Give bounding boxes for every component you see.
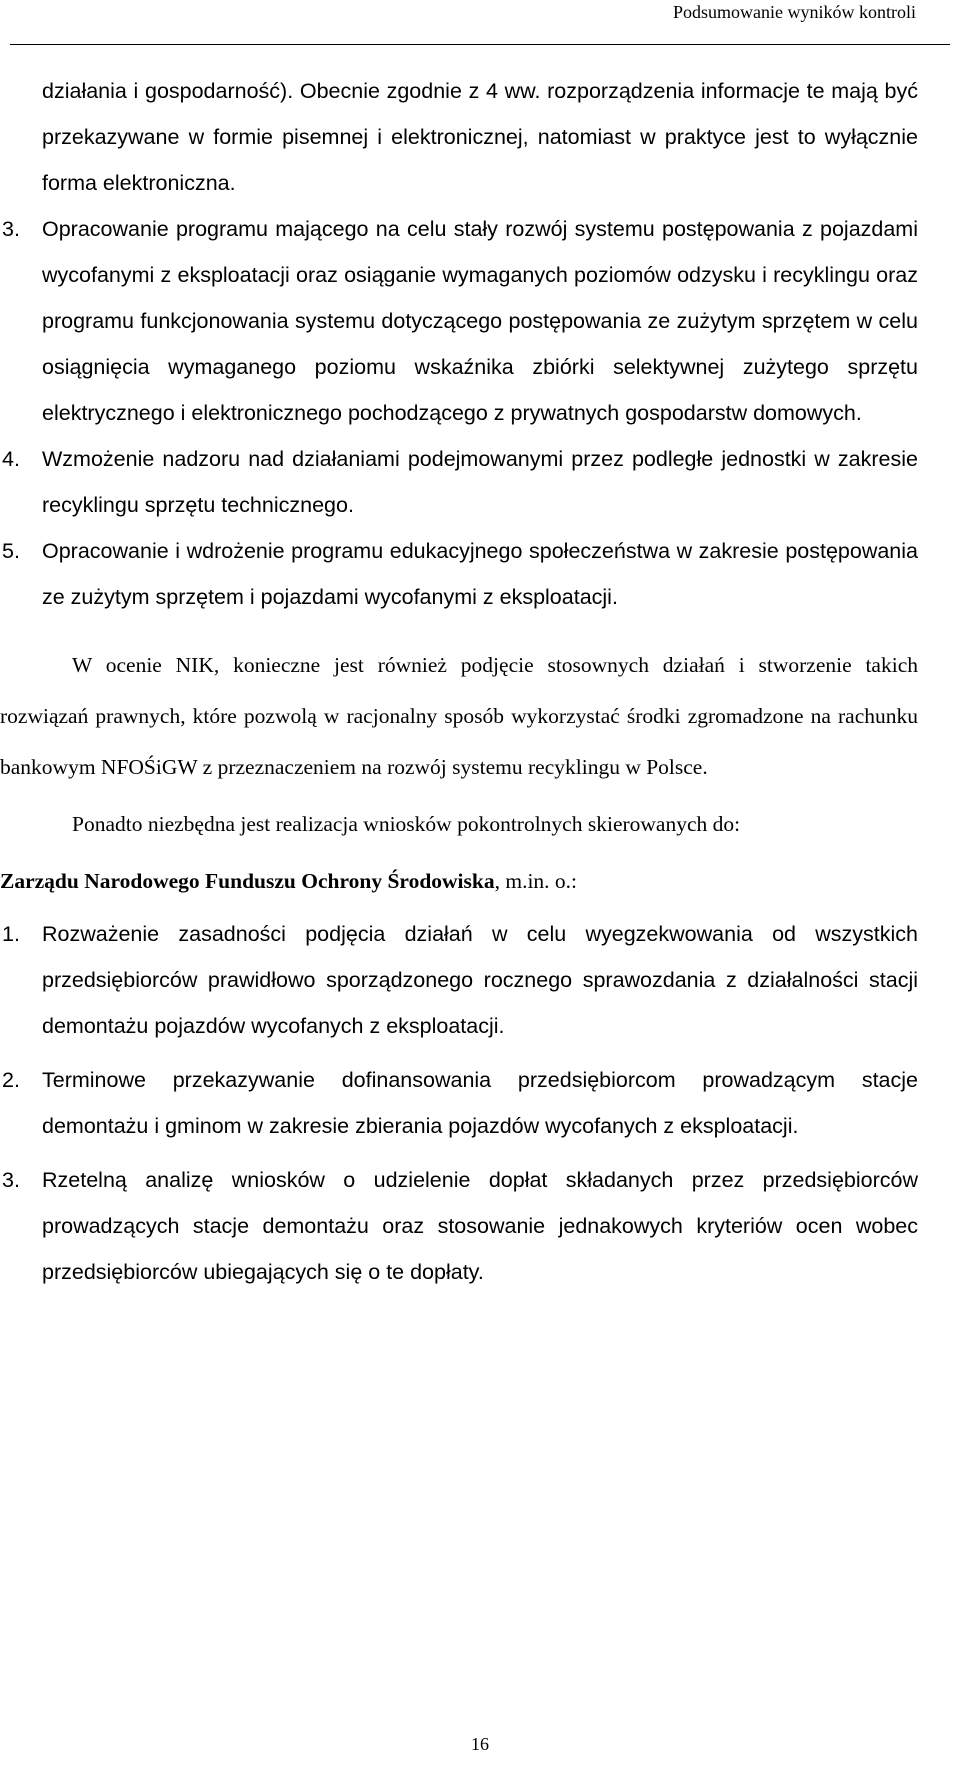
- list-item-text: Rozważenie zasadności podjęcia działań w celu wyegzekwowania od wszystkich przedsiębiorców prawidłowo sporządzonego rocznego sprawozdania z działalności stacji demontażu pojazdów wycofanych z eksploatacji.: [42, 922, 918, 1038]
- list-item-text: Opracowanie i wdrożenie programu edukacyjnego społeczeństwa w zakresie postępowania ze zużytym sprzętem i pojazdami wycofanymi z eksploatacji.: [42, 539, 918, 609]
- recommendation-list: [0, 206, 960, 620]
- list-item: [0, 436, 918, 528]
- conclusions-intro: Ponadto niezbędna jest realizacja wniosków pokontrolnych skierowanych do:: [72, 812, 741, 836]
- list-item-number: 5.: [2, 539, 20, 563]
- list-item-text: Terminowe przekazywanie dofinansowania przedsiębiorcom prowadzącym stacje demontażu i gminom w zakresie zbierania pojazdów wycofanych z eksploatacji.: [42, 1068, 918, 1138]
- post-audit-conclusions-list: [0, 911, 960, 1295]
- header-title: Podsumowanie wyników kontroli: [673, 2, 916, 22]
- list-item: [0, 528, 918, 620]
- list-item-text: Wzmożenie nadzoru nad działaniami podejmowanymi przez podległe jednostki w zakresie recyklingu sprzętu technicznego.: [42, 447, 918, 517]
- addressee-line: [0, 856, 960, 907]
- list-item-number: 3.: [2, 217, 20, 241]
- list-item: [0, 1157, 918, 1295]
- page-header: [10, 0, 950, 45]
- list-item-number: 2.: [2, 1068, 20, 1092]
- list-item-number: 4.: [2, 447, 20, 471]
- addressee-name: Zarządu Narodowego Funduszu Ochrony Środowiska: [0, 869, 495, 893]
- page-number: 16: [471, 1734, 489, 1754]
- list-item-number: 3.: [2, 1168, 20, 1192]
- intro-paragraph: działania i gospodarność). Obecnie zgodnie z 4 ww. rozporządzenia informacje te mają być przekazywane w formie pisemnej i elektronicznej, natomiast w praktyce jest to wyłącznie forma elektroniczna.: [42, 79, 918, 195]
- list-item-text: Opracowanie programu mającego na celu stały rozwój systemu postępowania z pojazdami wycofanymi z eksploatacji oraz osiąganie wymaganych poziomów odzysku i recyklingu oraz programu funkcjonowania systemu dotyczącego postępowania ze zużytym sprzętem w celu osiągnięcia wymaganego poziomu wskaźnika zbiórki selektywnej zużytego sprzętu elektrycznego i elektronicznego pochodzącego z prywatnych gospodarstw domowych.: [42, 217, 918, 425]
- nik-opinion-paragraph: W ocenie NIK, konieczne jest również podjęcie stosownych działań i stworzenie takich rozwiązań prawnych, które pozwolą w racjonalny sposób wykorzystać środki zgromadzone na rachunku bankowym NFOŚiGW z przeznaczeniem na rozwój systemu recyklingu w Polsce.: [0, 653, 918, 779]
- list-item: [0, 206, 918, 436]
- list-item: [0, 911, 918, 1049]
- page-content: [0, 68, 960, 1303]
- list-item-number: 1.: [2, 922, 20, 946]
- list-item: [0, 1057, 918, 1149]
- list-item-text: Rzetelną analizę wniosków o udzielenie dopłat składanych przez przedsiębiorców prowadzących stacje demontażu oraz stosowanie jednakowych kryteriów ocen wobec przedsiębiorców ubiegających się o te dopłaty.: [42, 1168, 918, 1284]
- addressee-suffix: , m.in. o.:: [494, 869, 578, 893]
